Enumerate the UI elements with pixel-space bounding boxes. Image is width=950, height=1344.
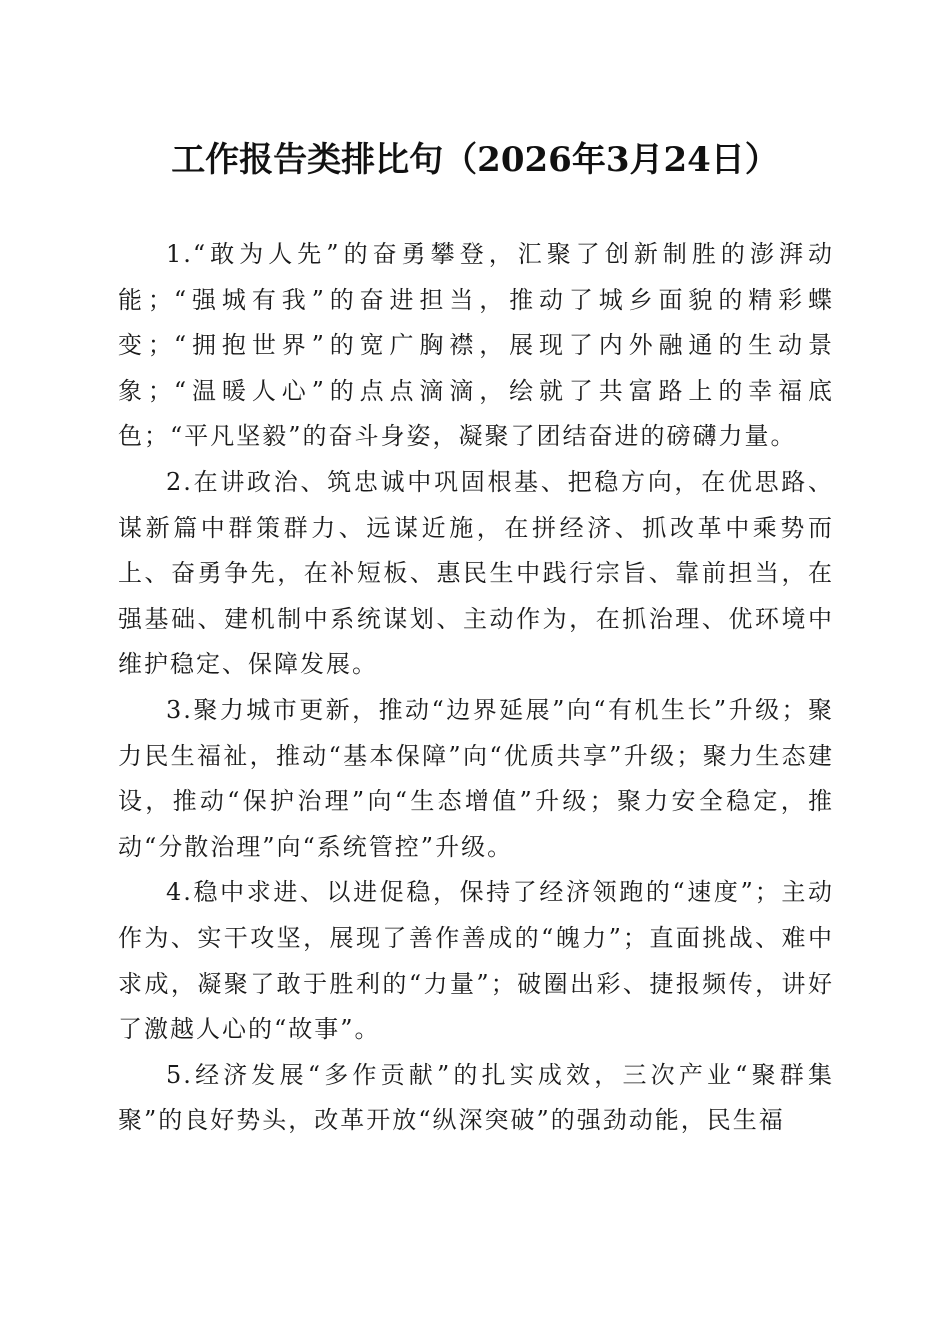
paragraph-2: 2.在讲政治、筑忠诚中巩固根基、把稳方向，在优思路、谋新篇中群策群力、远谋近施，在拼经济、抓改革中乘势而上、奋勇争先，在补短板、惠民生中践行宗旨、靠前担当，在强基础、建机制中系统谋划、主动作为，在抓治理、优环境中维护稳定、保障发展。 [118, 467, 834, 679]
paragraph-4: 4.稳中求进、以进促稳，保持了经济领跑的“速度”；主动作为、实干攻坚，展现了善作善成的“魄力”；直面挑战、难中求成，凝聚了敢于胜利的“力量”；破圈出彩、捷报频传，讲好了激越人心的“故事”。 [118, 878, 834, 1044]
document-body [118, 232, 834, 1144]
paragraph-1: 1.“敢为人先”的奋勇攀登，汇聚了创新制胜的澎湃动能；“强城有我”的奋进担当，推动了城乡面貌的精彩蝶变；“拥抱世界”的宽广胸襟，展现了内外融通的生动景象；“温暖人心”的点点滴滴，绘就了共富路上的幸福底色；“平凡坚毅”的奋斗身姿，凝聚了团结奋进的磅礴力量。 [118, 240, 834, 451]
paragraph-3: 3.聚力城市更新，推动“边界延展”向“有机生长”升级；聚力民生福祉，推动“基本保障”向“优质共享”升级；聚力生态建设，推动“保护治理”向“生态增值”升级；聚力安全稳定，推动“分散治理”向“系统管控”升级。 [118, 695, 834, 861]
document-title: 工作报告类排比句（2026年3月24日） [171, 140, 779, 180]
paragraph-5: 5.经济发展“多作贡献”的扎实成效，三次产业“聚群集聚”的良好势头，改革开放“纵深突破”的强劲动能，民生福 [118, 1060, 834, 1135]
